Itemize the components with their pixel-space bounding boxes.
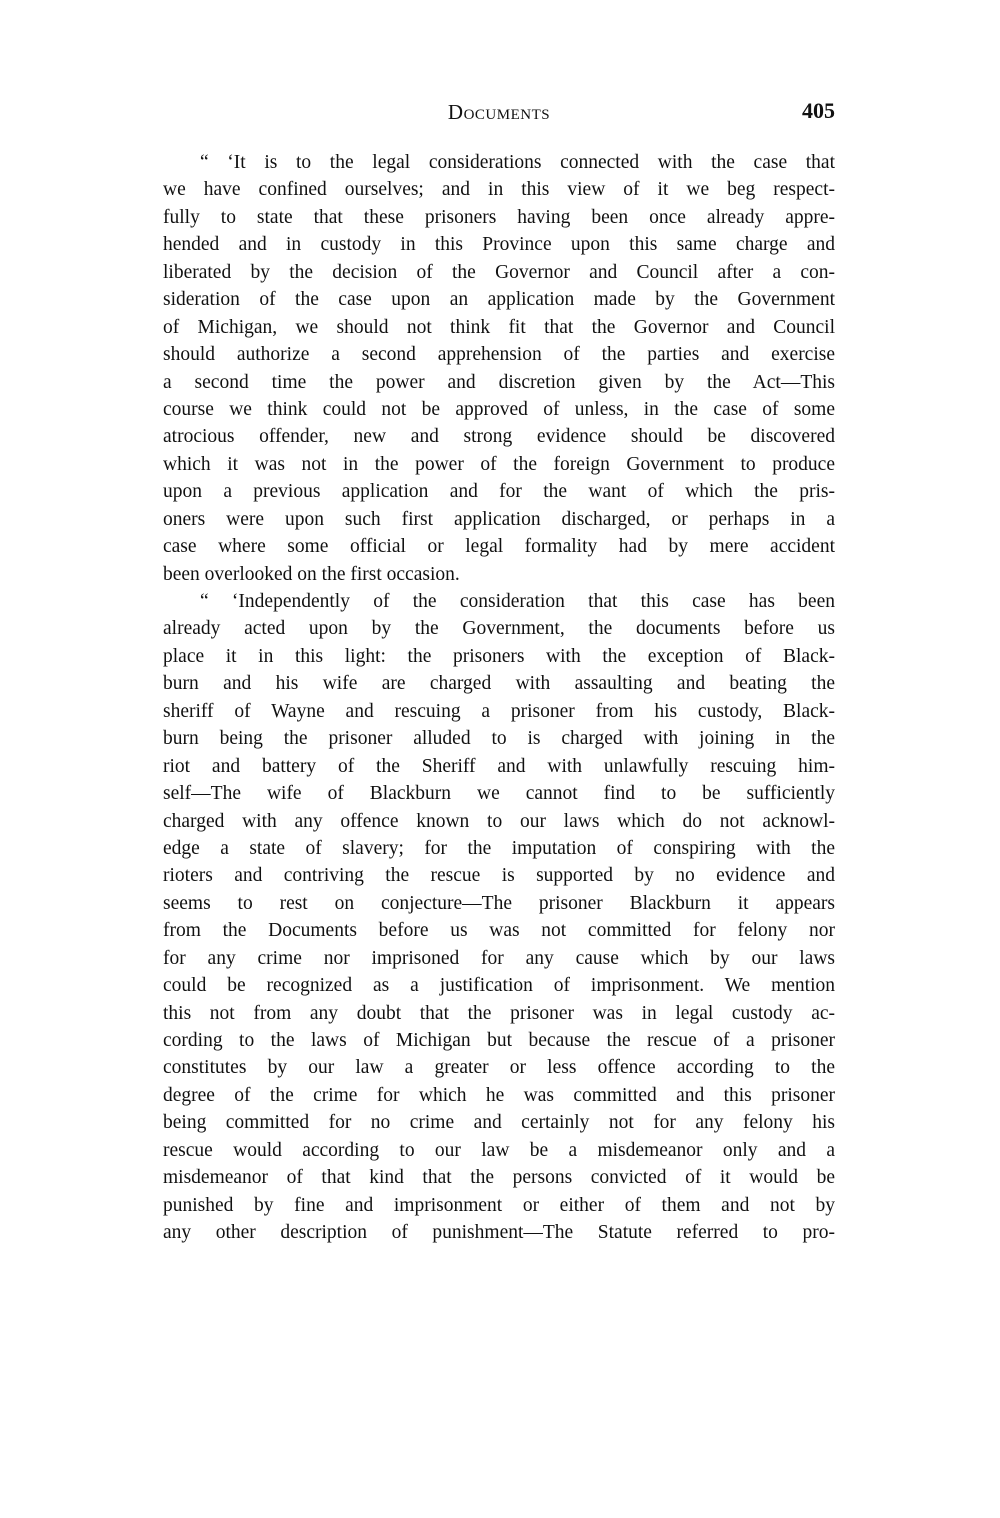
text-line: “ ‘It is to the legal considerations connected with the case that [200, 152, 835, 173]
text-line: a second time the power and discretion given by the Act—This [163, 371, 835, 393]
text-line: should authorize a second apprehension of the parties and exercise [163, 344, 835, 366]
text-line: atrocious offender, new and strong evidence should be discovered [163, 426, 835, 448]
text-line: degree of the crime for which he was committed and this prisoner [163, 1084, 835, 1106]
text-line: upon a previous application and for the want of which the pris- [163, 481, 835, 503]
page-header [163, 100, 835, 130]
text-line: riot and battery of the Sheriff and with unlawfully rescuing him- [163, 755, 835, 777]
text-line: which it was not in the power of the foreign Government to produce [163, 453, 835, 475]
text-line: sheriff of Wayne and rescuing a prisoner from his custody, Black- [163, 700, 835, 722]
text-line: misdemeanor of that kind that the persons convicted of it would be [163, 1167, 835, 1189]
text-line: this not from any doubt that the prisoner was in legal custody ac- [163, 1002, 835, 1024]
text-line: edge a state of slavery; for the imputation of conspiring with the [163, 837, 835, 859]
text-line: case where some official or legal formality had by mere accident [163, 536, 835, 558]
document-body [163, 149, 835, 1247]
text-line: could be recognized as a justification of imprisonment. We mention [163, 975, 835, 997]
text-line: hended and in custody in this Province upon this same charge and [163, 234, 835, 256]
text-line: rescue would according to our law be a misdemeanor only and a [163, 1139, 835, 1161]
running-title: Documents [447, 100, 551, 124]
text-line: any other description of punishment—The Statute referred to pro- [163, 1222, 835, 1244]
paragraph [163, 149, 835, 588]
page-number: 405 [802, 98, 835, 123]
text-line: cording to the laws of Michigan but because the rescue of a prisoner [163, 1030, 835, 1051]
text-line: for any crime nor imprisoned for any cause which by our laws [163, 947, 835, 969]
text-line: already acted upon by the Government, the documents before us [163, 618, 835, 640]
text-line: self—The wife of Blackburn we cannot find to be sufficiently [163, 783, 835, 805]
text-line: punished by fine and imprisonment or either of them and not by [163, 1194, 835, 1216]
text-line: liberated by the decision of the Governor and Council after a con- [163, 261, 835, 283]
text-line: constitutes by our law a greater or less offence according to the [163, 1057, 835, 1079]
text-line: “ ‘Independently of the consideration that this case has been [200, 591, 835, 612]
text-line: burn being the prisoner alluded to is charged with joining in the [163, 728, 835, 750]
text-line: from the Documents before us was not committed for felony nor [163, 920, 835, 942]
text-line: been overlooked on the first occasion. [163, 563, 460, 585]
text-line: place it in this light: the prisoners with the exception of Black- [163, 645, 835, 667]
text-line: charged with any offence known to our laws which do not acknowl- [163, 810, 835, 832]
text-line: of Michigan, we should not think fit that the Governor and Council [163, 316, 835, 338]
text-line: fully to state that these prisoners having been once already appre- [163, 206, 835, 228]
text-line: sideration of the case upon an application made by the Government [163, 289, 835, 311]
text-line: being committed for no crime and certainly not for any felony his [163, 1112, 835, 1134]
text-line: oners were upon such first application discharged, or perhaps in a [163, 508, 835, 530]
text-line: rioters and contriving the rescue is supported by no evidence and [163, 865, 835, 887]
text-line: seems to rest on conjecture—The prisoner Blackburn it appears [163, 892, 835, 914]
paragraph [163, 588, 835, 1247]
text-line: burn and his wife are charged with assaulting and beating the [163, 673, 835, 695]
text-line: we have confined ourselves; and in this view of it we beg respect- [163, 179, 835, 201]
text-line: course we think could not be approved of unless, in the case of some [163, 398, 835, 420]
